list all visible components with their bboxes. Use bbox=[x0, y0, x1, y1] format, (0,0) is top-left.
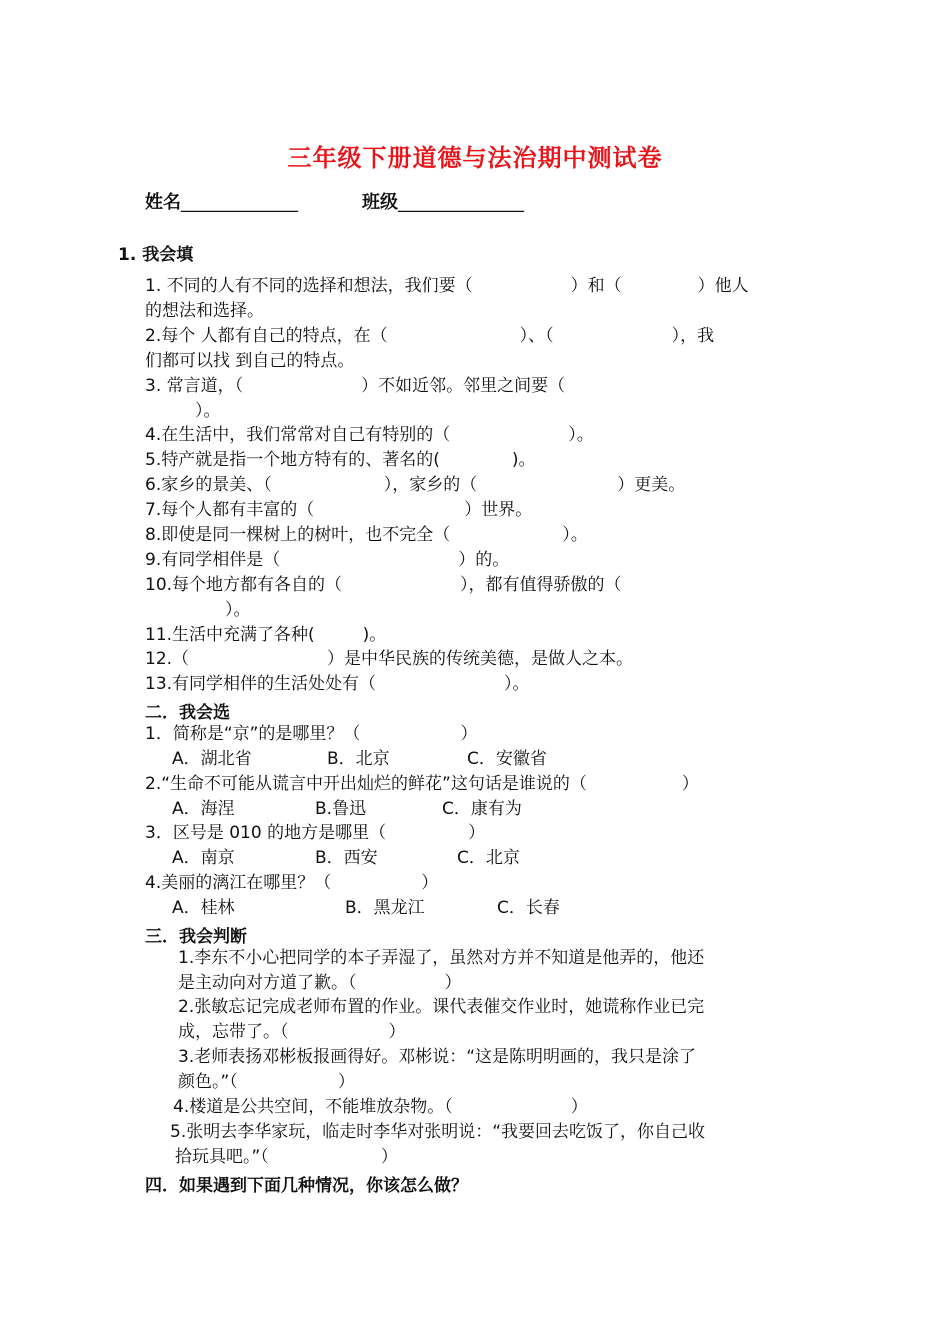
name-label: 姓名 bbox=[145, 192, 181, 213]
judge-q5-line2: 拾玩具吧。”（ ） bbox=[175, 1147, 398, 1167]
section-scenario-heading: 四．如果遇到下面几种情况，你该怎么做？ bbox=[145, 1176, 468, 1196]
fill-q5: 5.特产就是指一个地方特有的、著名的( )。 bbox=[145, 450, 536, 470]
judge-q3-line1: 3.老师表扬邓彬板报画得好。邓彬说：“这是陈明明画的，我只是涂了 bbox=[178, 1047, 697, 1067]
choose-q3: 3．区号是 010 的地方是哪里（ ） bbox=[145, 823, 486, 843]
section-choose-heading: 二．我会选 bbox=[145, 703, 230, 723]
fill-q13: 13.有同学相伴的生活处处有（ ）。 bbox=[145, 674, 530, 694]
option-c: C．长春 bbox=[497, 898, 560, 918]
fill-q3-line2: ）。 bbox=[195, 401, 221, 421]
name-blank: _____________ bbox=[181, 192, 298, 213]
section-fill-heading: 1. 我会填 bbox=[118, 245, 194, 265]
option-b: B．黑龙江 bbox=[345, 898, 425, 918]
judge-q1-line1: 1.李东不小心把同学的本子弄湿了，虽然对方并不知道是他弄的，他还 bbox=[178, 948, 705, 968]
option-a: A．桂林 bbox=[172, 898, 235, 918]
fill-q2-line1: 2.每个 人都有自己的特点，在（ ）、（ ），我 bbox=[145, 326, 715, 346]
class-blank: ______________ bbox=[398, 192, 524, 213]
choose-q1: 1．简称是“京”的是哪里？（ ） bbox=[145, 724, 478, 744]
fill-q6: 6.家乡的景美、（ ），家乡的（ ）更美。 bbox=[145, 475, 686, 495]
fill-q10-line2: ）。 bbox=[225, 600, 251, 620]
fill-q1-line1: 1. 不同的人有不同的选择和想法，我们要（ ）和（ ）他人 bbox=[145, 276, 749, 296]
section-judge-heading: 三．我会判断 bbox=[145, 927, 247, 947]
class-label: 班级 bbox=[362, 192, 398, 213]
judge-q3-line2: 颜色。”（ ） bbox=[178, 1072, 355, 1092]
fill-q10-line1: 10.每个地方都有各自的（ ），都有值得骄傲的（ bbox=[145, 575, 622, 595]
class-field bbox=[362, 188, 524, 214]
option-c: C．北京 bbox=[457, 848, 520, 868]
judge-q1-line2: 是主动向对方道了歉。（ ） bbox=[178, 973, 462, 993]
option-b: B.鲁迅 bbox=[315, 799, 367, 819]
option-a: A．海涅 bbox=[172, 799, 235, 819]
option-b: B．西安 bbox=[315, 848, 378, 868]
judge-q2-line1: 2.张敏忘记完成老师布置的作业。课代表催交作业时，她谎称作业已完 bbox=[178, 997, 705, 1017]
choose-q2: 2.“生命不可能从谎言中开出灿烂的鲜花”这句话是谁说的（ ） bbox=[145, 774, 699, 794]
fill-q8: 8.即使是同一棵树上的树叶，也不完全（ ）。 bbox=[145, 525, 588, 545]
fill-q7: 7.每个人都有丰富的（ ）世界。 bbox=[145, 500, 533, 520]
fill-q11: 11.生活中充满了各种( )。 bbox=[145, 625, 387, 645]
option-a: A．南京 bbox=[172, 848, 235, 868]
option-c: C．康有为 bbox=[442, 799, 522, 819]
name-field bbox=[145, 188, 298, 214]
choose-q4: 4.美丽的漓江在哪里？（ ） bbox=[145, 873, 439, 893]
page-title: 三年级下册道德与法治期中测试卷 bbox=[287, 143, 663, 172]
judge-q4: 4.楼道是公共空间，不能堆放杂物。（ ） bbox=[173, 1097, 588, 1117]
option-b: B．北京 bbox=[327, 749, 390, 769]
fill-q3-line1: 3. 常言道，（ ）不如近邻。邻里之间要（ bbox=[145, 376, 566, 396]
fill-q2-line2: 们都可以找 到自己的特点。 bbox=[145, 351, 355, 371]
fill-q4: 4.在生活中，我们常常对自己有特别的（ ）。 bbox=[145, 425, 594, 445]
fill-q1-line2: 的想法和选择。 bbox=[145, 301, 264, 321]
fill-q9: 9.有同学相伴是（ ）的。 bbox=[145, 550, 510, 570]
judge-q5-line1: 5.张明去李华家玩，临走时李华对张明说：“我要回去吃饭了，你自己收 bbox=[170, 1122, 706, 1142]
fill-q12: 12.（ ）是中华民族的传统美德，是做人之本。 bbox=[145, 649, 634, 669]
judge-q2-line2: 成，忘带了。（ ） bbox=[178, 1022, 406, 1042]
option-c: C．安徽省 bbox=[467, 749, 547, 769]
option-a: A．湖北省 bbox=[172, 749, 252, 769]
